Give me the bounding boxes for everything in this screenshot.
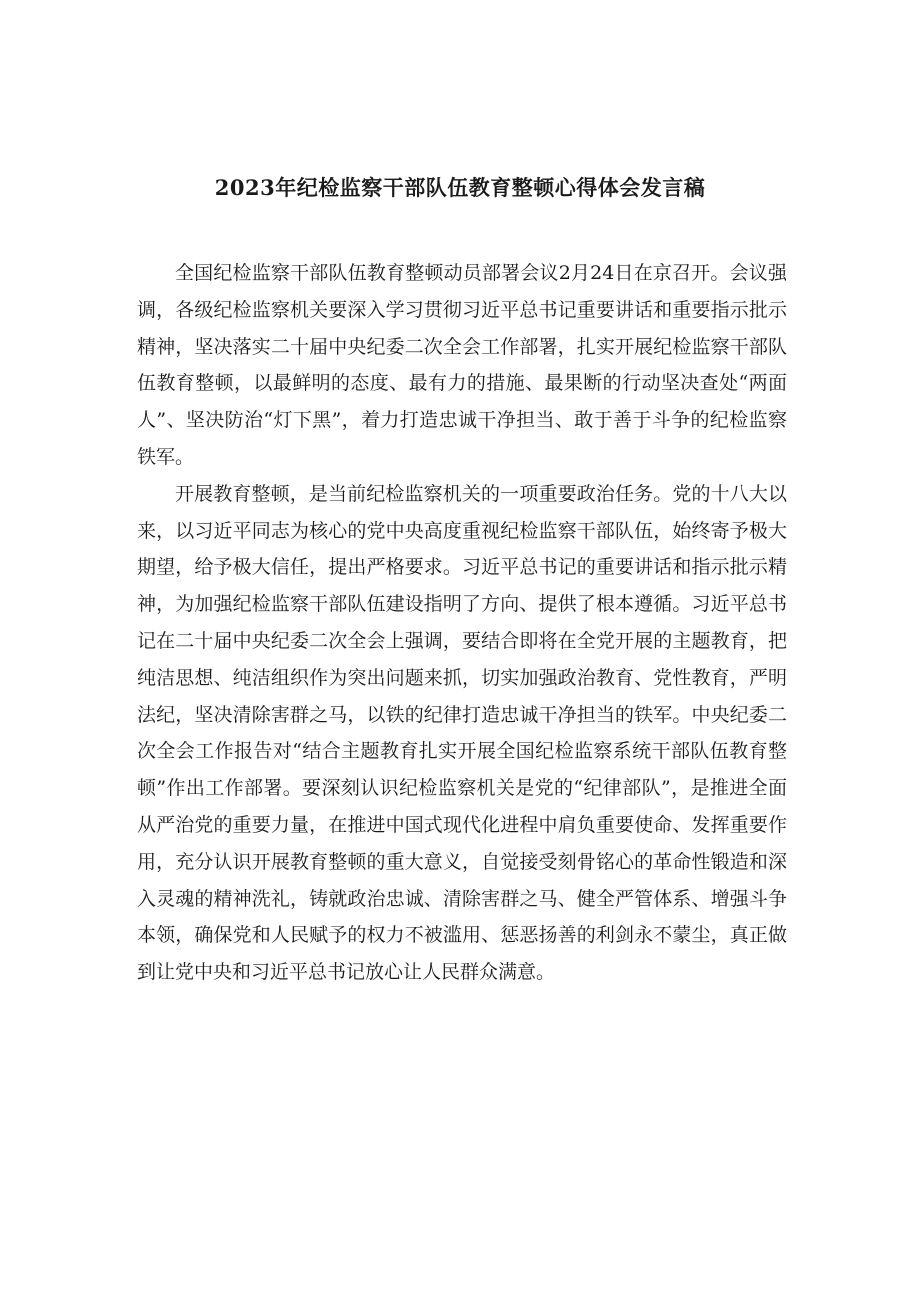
document-title: 2023年纪检监察干部队伍教育整顿心得体会发言稿 — [214, 175, 706, 200]
paragraph-1: 全国纪检监察干部队伍教育整顿动员部署会议2月24日在京召开。会议强调，各级纪检监察机关要深入学习贯彻习近平总书记重要讲话和重要指示批示精神，坚决落实二十届中央纪委二次全会工作部署，扎实开展纪检监察干部队伍教育整顿，以最鲜明的态度、最有力的措施、最果断的行动坚决查处“两面人”、坚决防治“灯下黑”，着力打造忠诚干净担当、敢于善于斗争的纪检监察铁军。 — [137, 262, 787, 468]
document-body — [137, 255, 787, 991]
paragraph-2: 开展教育整顿，是当前纪检监察机关的一项重要政治任务。党的十八大以来，以习近平同志为核心的党中央高度重视纪检监察干部队伍，始终寄予极大期望，给予极大信任，提出严格要求。习近平总书记的重要讲话和指示批示精神，为加强纪检监察干部队伍建设指明了方向、提供了根本遵循。习近平总书记在二十届中央纪委二次全会上强调，要结合即将在全党开展的主题教育，把纯洁思想、纯洁组织作为突出问题来抓，切实加强政治教育、党性教育，严明法纪，坚决清除害群之马，以铁的纪律打造忠诚干净担当的铁军。中央纪委二次全会工作报告对“结合主题教育扎实开展全国纪检监察系统干部队伍教育整顿”作出工作部署。要深刻认识纪检监察机关是党的“纪律部队”，是推进全面从严治党的重要力量，在推进中国式现代化进程中肩负重要使命、发挥重要作用，充分认识开展教育整顿的重大意义，自觉接受刻骨铭心的革命性锻造和深入灵魂的精神洗礼，铸就政治忠诚、清除害群之马、健全严管体系、增强斗争本领，确保党和人民赋予的权力不被滥用、惩恶扬善的利剑永不蒙尘，真正做到让党中央和习近平总书记放心让人民群众满意。 — [137, 482, 787, 984]
